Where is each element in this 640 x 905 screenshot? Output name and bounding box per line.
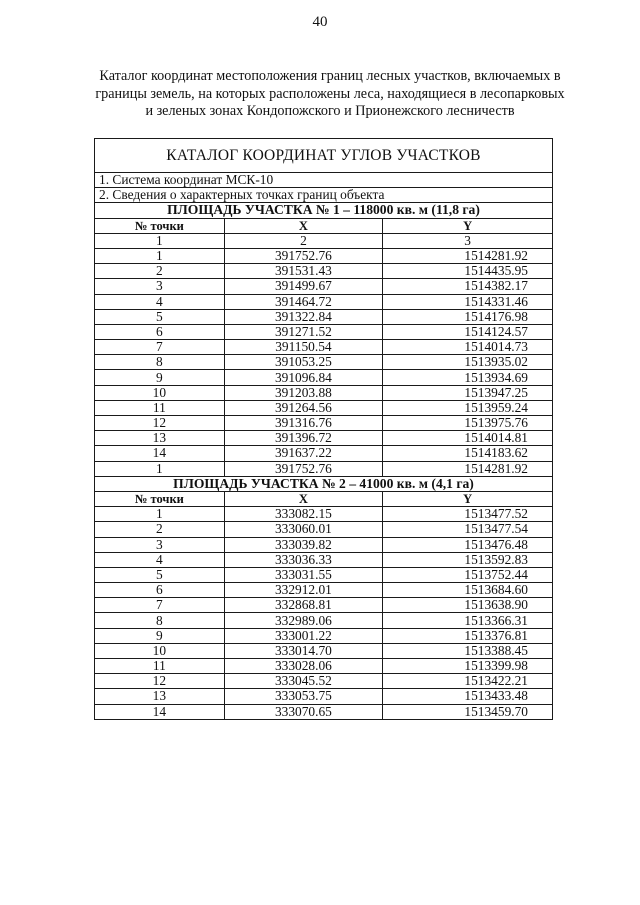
- point-number-cell: 2: [95, 522, 225, 537]
- point-number-cell: 13: [95, 431, 225, 446]
- document-title-line: и зеленых зонах Кондопожского и Прионежского лесничеств: [145, 103, 515, 119]
- point-number-cell: 7: [95, 598, 225, 613]
- table-row: [95, 507, 553, 522]
- y-coordinate-cell: 1514382.17: [383, 279, 553, 294]
- x-coordinate-cell: 391271.52: [224, 324, 382, 339]
- x-coordinate-cell: 391752.76: [224, 461, 382, 476]
- x-coordinate-cell: 391637.22: [224, 446, 382, 461]
- y-coordinate-cell: 1513477.54: [383, 522, 553, 537]
- point-number-cell: 10: [95, 385, 225, 400]
- column-number: 2: [224, 233, 382, 248]
- table-row: [95, 659, 553, 674]
- x-coordinate-cell: 391203.88: [224, 385, 382, 400]
- point-number-cell: 12: [95, 674, 225, 689]
- y-coordinate-cell: 1514331.46: [383, 294, 553, 309]
- point-number-cell: 14: [95, 704, 225, 719]
- point-number-cell: 3: [95, 537, 225, 552]
- table-row: [95, 704, 553, 719]
- y-coordinate-cell: 1513752.44: [383, 567, 553, 582]
- y-coordinate-cell: 1513975.76: [383, 416, 553, 431]
- point-number-cell: 5: [95, 309, 225, 324]
- table-row: [95, 294, 553, 309]
- column-header-y: Y: [383, 491, 553, 506]
- x-coordinate-cell: 333053.75: [224, 689, 382, 704]
- x-coordinate-cell: 391150.54: [224, 340, 382, 355]
- table-row: [95, 446, 553, 461]
- column-header-y: Y: [383, 218, 553, 233]
- x-coordinate-cell: 391096.84: [224, 370, 382, 385]
- document-title-line: Каталог координат местоположения границ лесных участков, включаемых в: [99, 68, 561, 84]
- column-number: 1: [95, 233, 225, 248]
- x-coordinate-cell: 391464.72: [224, 294, 382, 309]
- document-title-line: границы земель, на которых расположены леса, находящиеся в лесопарковых: [95, 85, 565, 102]
- point-number-cell: 8: [95, 355, 225, 370]
- table-row: [95, 674, 553, 689]
- catalog-table-body: [95, 139, 553, 720]
- table-row: [95, 370, 553, 385]
- point-number-cell: 1: [95, 248, 225, 263]
- point-number-cell: 10: [95, 643, 225, 658]
- table-row: [95, 264, 553, 279]
- x-coordinate-cell: 333060.01: [224, 522, 382, 537]
- section-heading: ПЛОЩАДЬ УЧАСТКА № 1 – 118000 кв. м (11,8 га): [95, 203, 553, 218]
- y-coordinate-cell: 1514435.95: [383, 264, 553, 279]
- x-coordinate-cell: 391531.43: [224, 264, 382, 279]
- section-heading-row: [95, 203, 553, 218]
- y-coordinate-cell: 1514183.62: [383, 446, 553, 461]
- y-coordinate-cell: 1514014.81: [383, 431, 553, 446]
- point-number-cell: 3: [95, 279, 225, 294]
- column-number-row: [95, 233, 553, 248]
- boundary-info-row: [95, 188, 553, 203]
- x-coordinate-cell: 333031.55: [224, 567, 382, 582]
- point-number-cell: 1: [95, 507, 225, 522]
- y-coordinate-cell: 1513477.52: [383, 507, 553, 522]
- point-number-cell: 4: [95, 552, 225, 567]
- x-coordinate-cell: 333028.06: [224, 659, 382, 674]
- point-number-cell: 7: [95, 340, 225, 355]
- column-header-x: X: [224, 491, 382, 506]
- point-number-cell: 1: [95, 461, 225, 476]
- point-number-cell: 2: [95, 264, 225, 279]
- table-row: [95, 340, 553, 355]
- table-row: [95, 324, 553, 339]
- column-header-row: [95, 491, 553, 506]
- y-coordinate-cell: 1514176.98: [383, 309, 553, 324]
- x-coordinate-cell: 333045.52: [224, 674, 382, 689]
- y-coordinate-cell: 1513388.45: [383, 643, 553, 658]
- table-row: [95, 567, 553, 582]
- document-title: [40, 68, 620, 121]
- table-row: [95, 628, 553, 643]
- table-row: [95, 416, 553, 431]
- y-coordinate-cell: 1513422.21: [383, 674, 553, 689]
- point-number-cell: 13: [95, 689, 225, 704]
- y-coordinate-cell: 1513934.69: [383, 370, 553, 385]
- x-coordinate-cell: 333070.65: [224, 704, 382, 719]
- table-title: КАТАЛОГ КООРДИНАТ УГЛОВ УЧАСТКОВ: [95, 139, 553, 173]
- x-coordinate-cell: 333036.33: [224, 552, 382, 567]
- boundary-info-text: 2. Сведения о характерных точках границ объекта: [95, 188, 553, 203]
- x-coordinate-cell: 333082.15: [224, 507, 382, 522]
- y-coordinate-cell: 1513399.98: [383, 659, 553, 674]
- table-row: [95, 431, 553, 446]
- table-row: [95, 400, 553, 415]
- table-row: [95, 461, 553, 476]
- x-coordinate-cell: 333039.82: [224, 537, 382, 552]
- x-coordinate-cell: 332912.01: [224, 583, 382, 598]
- x-coordinate-cell: 391264.56: [224, 400, 382, 415]
- point-number-cell: 9: [95, 628, 225, 643]
- y-coordinate-cell: 1513947.25: [383, 385, 553, 400]
- point-number-cell: 5: [95, 567, 225, 582]
- point-number-cell: 6: [95, 583, 225, 598]
- coordinates-catalog-table: [94, 138, 553, 720]
- table-row: [95, 309, 553, 324]
- y-coordinate-cell: 1513433.48: [383, 689, 553, 704]
- y-coordinate-cell: 1514281.92: [383, 461, 553, 476]
- x-coordinate-cell: 332868.81: [224, 598, 382, 613]
- table-row: [95, 279, 553, 294]
- column-header-point: № точки: [95, 491, 225, 506]
- page-number: 40: [312, 14, 328, 30]
- table-row: [95, 355, 553, 370]
- x-coordinate-cell: 391316.76: [224, 416, 382, 431]
- table-title-row: [95, 139, 553, 173]
- table-row: [95, 643, 553, 658]
- x-coordinate-cell: 391322.84: [224, 309, 382, 324]
- table-row: [95, 522, 553, 537]
- coordinate-system-text: 1. Система координат МСК-10: [95, 173, 553, 188]
- table-row: [95, 583, 553, 598]
- table-row: [95, 689, 553, 704]
- y-coordinate-cell: 1513959.24: [383, 400, 553, 415]
- table-row: [95, 598, 553, 613]
- column-header-point: № точки: [95, 218, 225, 233]
- x-coordinate-cell: 333014.70: [224, 643, 382, 658]
- table-row: [95, 248, 553, 263]
- y-coordinate-cell: 1513935.02: [383, 355, 553, 370]
- y-coordinate-cell: 1513684.60: [383, 583, 553, 598]
- y-coordinate-cell: 1513376.81: [383, 628, 553, 643]
- x-coordinate-cell: 332989.06: [224, 613, 382, 628]
- point-number-cell: 4: [95, 294, 225, 309]
- point-number-cell: 11: [95, 659, 225, 674]
- table-row: [95, 552, 553, 567]
- point-number-cell: 8: [95, 613, 225, 628]
- table-row: [95, 613, 553, 628]
- y-coordinate-cell: 1514281.92: [383, 248, 553, 263]
- table-row: [95, 537, 553, 552]
- y-coordinate-cell: 1514014.73: [383, 340, 553, 355]
- point-number-cell: 11: [95, 400, 225, 415]
- y-coordinate-cell: 1513366.31: [383, 613, 553, 628]
- table-row: [95, 385, 553, 400]
- point-number-cell: 14: [95, 446, 225, 461]
- column-number: 3: [383, 233, 553, 248]
- column-header-x: X: [224, 218, 382, 233]
- point-number-cell: 12: [95, 416, 225, 431]
- x-coordinate-cell: 333001.22: [224, 628, 382, 643]
- y-coordinate-cell: 1513476.48: [383, 537, 553, 552]
- section-heading-row: [95, 476, 553, 491]
- point-number-cell: 9: [95, 370, 225, 385]
- x-coordinate-cell: 391053.25: [224, 355, 382, 370]
- x-coordinate-cell: 391499.67: [224, 279, 382, 294]
- section-heading: ПЛОЩАДЬ УЧАСТКА № 2 – 41000 кв. м (4,1 га): [95, 476, 553, 491]
- y-coordinate-cell: 1513638.90: [383, 598, 553, 613]
- coordinate-system-row: [95, 173, 553, 188]
- x-coordinate-cell: 391396.72: [224, 431, 382, 446]
- column-header-row: [95, 218, 553, 233]
- y-coordinate-cell: 1513459.70: [383, 704, 553, 719]
- point-number-cell: 6: [95, 324, 225, 339]
- y-coordinate-cell: 1514124.57: [383, 324, 553, 339]
- y-coordinate-cell: 1513592.83: [383, 552, 553, 567]
- x-coordinate-cell: 391752.76: [224, 248, 382, 263]
